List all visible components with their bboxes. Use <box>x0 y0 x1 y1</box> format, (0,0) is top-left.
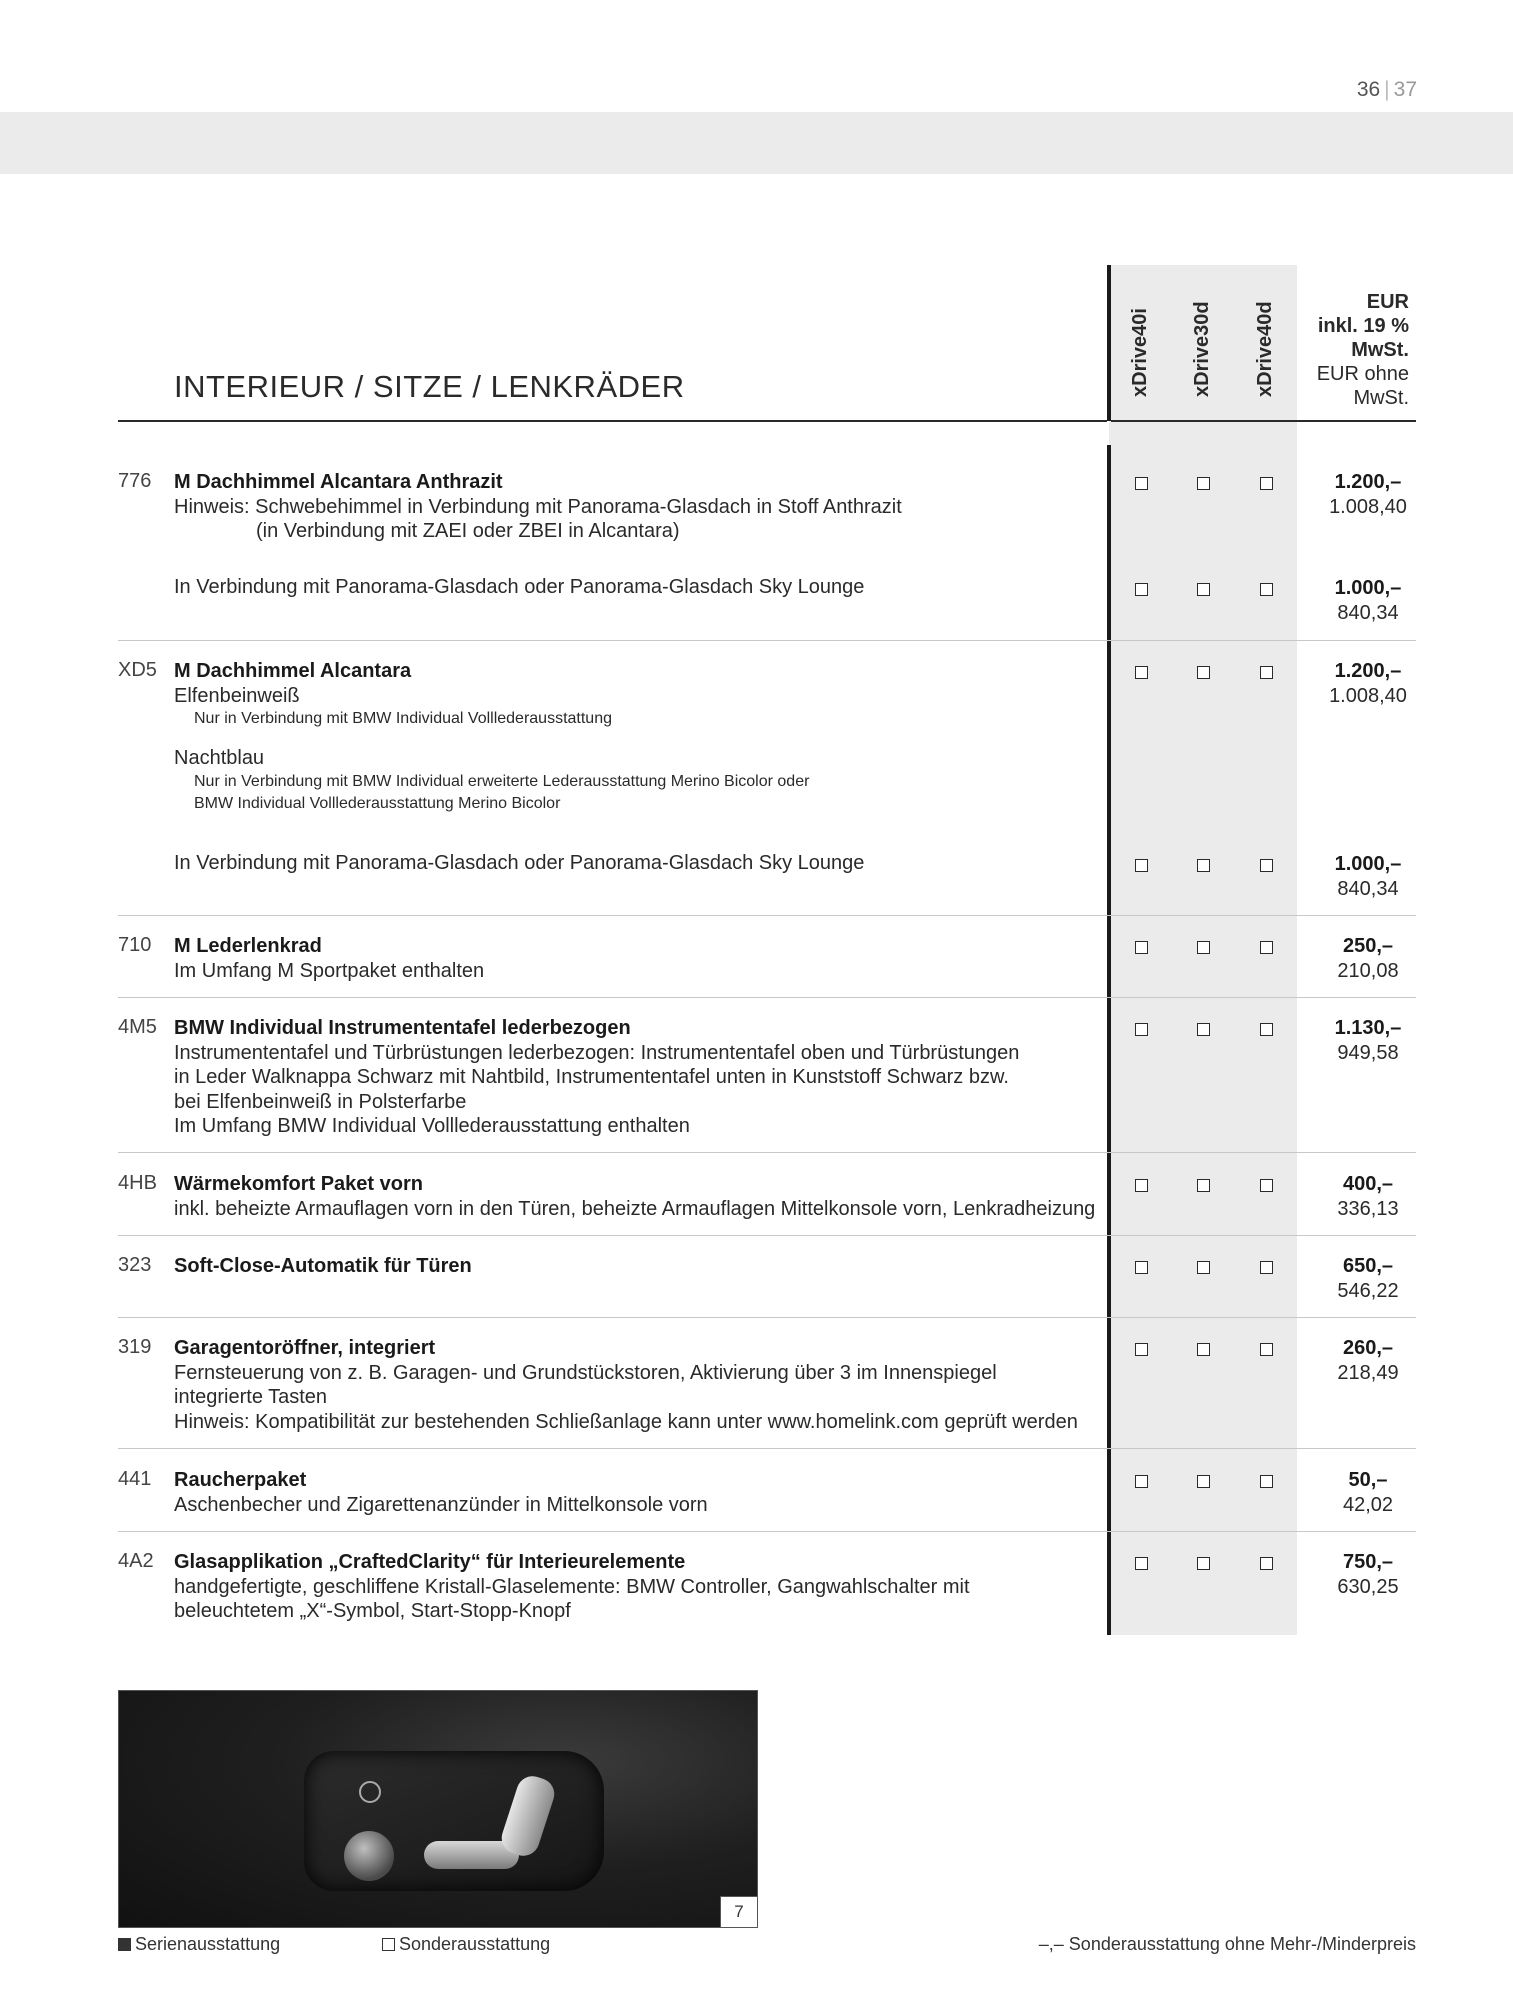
price-cell: 1.200,– 1.008,40 <box>1329 471 1407 518</box>
table-row <box>118 1336 1416 1449</box>
option-variant: Nachtblau <box>174 747 265 769</box>
lumbar-knob <box>344 1831 394 1881</box>
model-header-xdrive40d: xDrive40d <box>1253 301 1276 397</box>
option-note: Im Umfang BMW Individual Volllederausstattung enthalten <box>174 1115 690 1137</box>
checkbox-empty-icon <box>1135 1179 1148 1192</box>
checkbox-empty-icon <box>1197 583 1210 596</box>
price-cell: 1.130,– 949,58 <box>1334 1017 1402 1064</box>
option-note: Im Umfang M Sportpaket enthalten <box>174 959 485 982</box>
checkbox-empty-icon <box>1197 1179 1210 1192</box>
table-row <box>118 1172 1416 1236</box>
checkbox-empty-icon <box>1135 1023 1148 1036</box>
option-title: Wärmekomfort Paket vorn <box>174 1173 423 1195</box>
checkbox-empty-icon <box>1197 1261 1210 1274</box>
checkbox-empty-icon <box>1135 1343 1148 1356</box>
page-number <box>1357 78 1417 102</box>
checkbox-empty-icon <box>1197 477 1210 490</box>
price-cell: 1.000,– 840,34 <box>1334 577 1402 624</box>
price-cell: 400,– 336,13 <box>1337 1173 1399 1220</box>
option-variant: In Verbindung mit Panorama-Glasdach oder Panorama-Glasdach Sky Lounge <box>174 852 865 874</box>
option-variant: Elfenbeinweiß <box>174 684 300 707</box>
option-code: 710 <box>118 934 152 956</box>
checkbox-empty-icon <box>1260 477 1273 490</box>
filled-square-icon <box>118 1938 131 1951</box>
checkbox-empty-icon <box>1260 583 1273 596</box>
memory-icon <box>359 1781 381 1803</box>
table-row <box>118 1254 1416 1318</box>
option-title: M Lederlenkrad <box>174 935 322 957</box>
checkbox-empty-icon <box>1135 859 1148 872</box>
option-note: Aschenbecher und Zigarettenanzünder in Mittelkonsole vorn <box>174 1493 708 1516</box>
header-rule <box>118 420 1107 422</box>
checkbox-empty-icon <box>1260 859 1273 872</box>
checkbox-empty-icon <box>1197 1343 1210 1356</box>
table-row <box>118 1016 1416 1153</box>
checkbox-empty-icon <box>1197 666 1210 679</box>
seat-controls-photo <box>118 1690 758 1928</box>
price-cell: 260,– 218,49 <box>1337 1337 1399 1384</box>
checkbox-empty-icon <box>1197 1023 1210 1036</box>
checkbox-empty-icon <box>1135 477 1148 490</box>
checkbox-empty-icon <box>1260 1023 1273 1036</box>
option-note: bei Elfenbeinweiß in Polsterfarbe <box>174 1090 467 1113</box>
checkbox-empty-icon <box>1197 1475 1210 1488</box>
option-note: Hinweis: Schwebehimmel in Verbindung mit Panorama-Glasdach in Stoff Anthrazit <box>174 495 902 518</box>
option-note: beleuchtetem „X“-Symbol, Start-Stopp-Knopf <box>174 1600 571 1622</box>
price-cell: 1.200,– 1.008,40 <box>1329 660 1407 707</box>
checkbox-empty-icon <box>1260 666 1273 679</box>
table-row <box>118 659 1416 916</box>
table-row <box>118 934 1416 998</box>
image-number: 7 <box>720 1896 757 1927</box>
option-footnote: Nur in Verbindung mit BMW Individual Volllederausstattung <box>194 710 612 727</box>
legend-standard: Serienausstattung <box>118 1934 280 1955</box>
section-title: INTERIEUR / SITZE / LENKRÄDER <box>174 369 685 404</box>
checkbox-empty-icon <box>1260 1475 1273 1488</box>
option-code: 319 <box>118 1336 152 1358</box>
checkbox-empty-icon <box>1197 941 1210 954</box>
option-title: Garagentoröffner, integriert <box>174 1337 436 1359</box>
checkbox-empty-icon <box>1135 1261 1148 1274</box>
footer-note: –,– Sonderausstattung ohne Mehr-/Minderpreis <box>1038 1934 1416 1954</box>
option-variant: In Verbindung mit Panorama-Glasdach oder Panorama-Glasdach Sky Lounge <box>174 576 865 598</box>
option-footnote: Nur in Verbindung mit BMW Individual erweiterte Lederausstattung Merino Bicolor oder <box>194 772 810 790</box>
option-note: inkl. beheizte Armauflagen vorn in den Türen, beheizte Armauflagen Mittelkonsole vorn, Lenkradheizung <box>174 1197 1096 1220</box>
legend-optional: Sonderausstattung <box>382 1934 550 1955</box>
option-code: 776 <box>118 470 152 492</box>
checkbox-empty-icon <box>1135 1557 1148 1570</box>
checkbox-empty-icon <box>1260 1343 1273 1356</box>
checkbox-empty-icon <box>1135 941 1148 954</box>
checkbox-empty-icon <box>1260 941 1273 954</box>
option-title: M Dachhimmel Alcantara <box>174 660 412 682</box>
header-rule-right <box>1111 420 1416 422</box>
option-title: Soft-Close-Automatik für Türen <box>174 1255 472 1277</box>
option-title: BMW Individual Instrumententafel lederbezogen <box>174 1017 631 1039</box>
table-row <box>118 470 1416 641</box>
checkbox-empty-icon <box>1197 859 1210 872</box>
option-code: 4HB <box>118 1172 157 1194</box>
option-code: XD5 <box>118 659 157 681</box>
checkbox-empty-icon <box>1260 1261 1273 1274</box>
price-cell: 750,– 630,25 <box>1337 1551 1399 1598</box>
checkbox-empty-icon <box>1135 583 1148 596</box>
option-code: 4A2 <box>118 1550 154 1572</box>
option-note: Fernsteuerung von z. B. Garagen- und Grundstückstoren, Aktivierung über 3 im Innenspiegel <box>174 1361 997 1384</box>
page-number-current: 36 <box>1356 78 1381 101</box>
option-code: 4M5 <box>118 1016 157 1038</box>
price-header: EUR inkl. 19 % MwSt. EUR ohne MwSt. <box>1316 291 1409 409</box>
option-title: M Dachhimmel Alcantara Anthrazit <box>174 471 503 493</box>
empty-square-icon <box>382 1938 395 1951</box>
checkbox-empty-icon <box>1260 1179 1273 1192</box>
price-cell: 650,– 546,22 <box>1337 1255 1399 1302</box>
option-code: 323 <box>118 1254 152 1276</box>
option-note: handgefertigte, geschliffene Kristall-Glaselemente: BMW Controller, Gangwahlschalter mit <box>174 1575 970 1598</box>
option-note: integrierte Tasten <box>174 1386 328 1408</box>
checkbox-empty-icon <box>1135 1475 1148 1488</box>
price-cell: 1.000,– 840,34 <box>1334 853 1402 900</box>
option-note: (in Verbindung mit ZAEI oder ZBEI in Alcantara) <box>256 520 680 542</box>
option-code: 441 <box>118 1468 152 1490</box>
checkbox-empty-icon <box>1135 666 1148 679</box>
header-band <box>0 112 1513 174</box>
page-number-separator: | <box>1384 78 1390 101</box>
option-title: Glasapplikation „CraftedClarity“ für Interieurelemente <box>174 1551 686 1573</box>
model-header-xdrive30d: xDrive30d <box>1190 301 1213 397</box>
option-note: Hinweis: Kompatibilität zur bestehenden Schließanlage kann unter www.homelink.com geprüft werden <box>174 1410 1078 1433</box>
page-number-next: 37 <box>1393 78 1417 101</box>
table-row <box>118 1468 1416 1532</box>
model-header-xdrive40i: xDrive40i <box>1128 308 1151 397</box>
checkbox-empty-icon <box>1260 1557 1273 1570</box>
checkbox-empty-icon <box>1197 1557 1210 1570</box>
option-title: Raucherpaket <box>174 1469 307 1491</box>
option-footnote: BMW Individual Volllederausstattung Merino Bicolor <box>194 794 561 812</box>
option-note: in Leder Walknappa Schwarz mit Nahtbild, Instrumententafel unten in Kunststoff Schwarz bzw. <box>174 1066 1009 1088</box>
table-row <box>118 1550 1416 1630</box>
price-cell: 50,– 42,02 <box>1342 1469 1394 1516</box>
price-cell: 250,– 210,08 <box>1337 935 1399 982</box>
option-note: Instrumententafel und Türbrüstungen lederbezogen: Instrumententafel oben und Türbrüstungen <box>174 1041 1020 1064</box>
